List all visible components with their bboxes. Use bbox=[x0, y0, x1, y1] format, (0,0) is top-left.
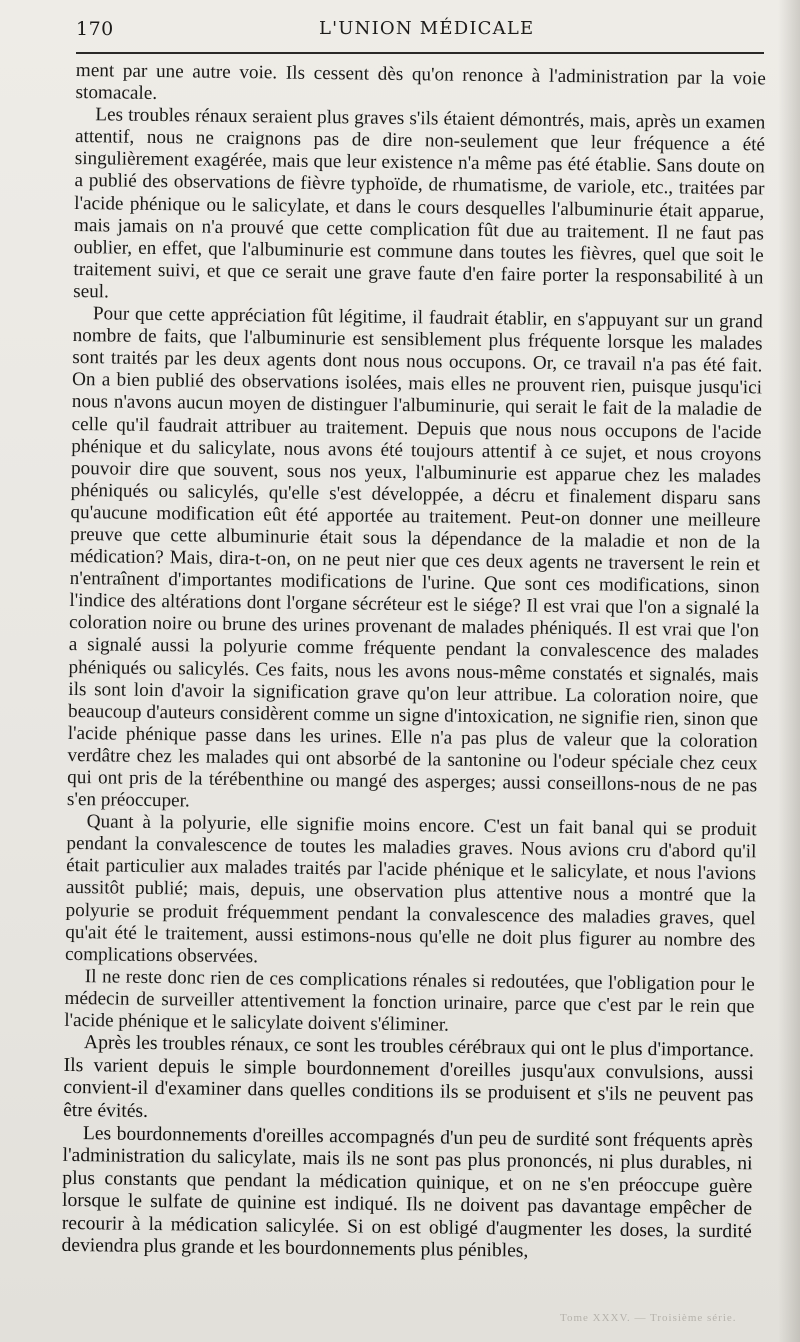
paragraph: Pour que cette appréciation fût légitime, il faudrait établir, en s'appuyant sur un grand nombre de faits, que l'albuminurie est sensiblement plus fréquente lorsque les malades sont traités par les deux agents dont nous nous occupons. Or, ce travail n'a pas été fait. On a bien publié des observations isolées, mais elles ne prouvent rien, puisque jusqu'ici nous n'avons aucun moyen de distinguer l'albuminurie, qui serait le fait de la maladie de celle qu'il faudrait attribuer au traitement. Depuis que nous nous occupons de l'acide phénique et du salicylate, nous avons été toujours attentif à ce sujet, et nous croyons pouvoir dire que souvent, sous nos yeux, l'albuminurie est apparue chez les malades phéniqués ou salicylés, qu'elle s'est développée, a décru et finalement disparu sans qu'aucune modification eût été apportée au traitement. Peut-on donner une meilleure preuve que cette albuminurie était sous la dépendance de la maladie et non de la médication? Mais, dira-t-on, on ne peut nier que ces deux agents ne traversent le rein et n'entraînent d'importantes modifications de l'urine. Que sont ces modifications, sinon l'indice des altérations dont l'organe sécréteur est le siége? Il est vrai que l'on a signalé la coloration noire ou brune des urines provenant de malades phéniqués. Il est vrai que l'on a signalé aussi la polyurie comme fréquente pendant la convalescence des malades phéniqués ou salicylés. Ces faits, nous les avons nous-même constatés et signalés, mais ils sont loin d'avoir la signification grave qu'on leur attribue. La coloration noire, que beaucoup d'auteurs considèrent comme un signe d'intoxication, ne signifie rien, sinon que l'acide phénique passe dans les urines. Elle n'a pas plus de valeur que la coloration verdâtre chez les malades qui ont absorbé de la santonine ou l'odeur spéciale chez ceux qui ont pris de la térébenthine ou mangé des asperges; aussi conseillons-nous de ne pas s'en préoccuper. bbox=[66, 303, 763, 812]
paragraph: Après les troubles rénaux, ce sont les troubles cérébraux qui ont le plus d'importance. Ils varient depuis le simple bourdonnement d'oreilles jusqu'aux convulsions, aussi convient-il d'examiner dans quelles conditions ils se produisent et s'ils ne peuvent pas être évités. bbox=[63, 1032, 755, 1122]
page-footer: Tome XXXV. — Troisième série. bbox=[560, 1312, 737, 1324]
header-rule bbox=[76, 52, 764, 54]
page-edge-shadow bbox=[778, 0, 800, 1342]
paragraph: Il ne reste donc rien de ces complications rénales si redoutées, que l'obligation pour le médecin de surveiller attentivement la fonction urinaire, parce que c'est par le rein que l'acide phénique et le salicylate doivent s'éliminer. bbox=[64, 966, 755, 1036]
paragraph: ment par une autre voie. Ils cessent dès qu'on renonce à l'administration par la voie stomacale. bbox=[75, 60, 766, 105]
running-head: L'UNION MÉDICALE bbox=[319, 18, 535, 39]
page-header bbox=[76, 18, 766, 44]
page-number: 170 bbox=[76, 18, 114, 40]
article-body bbox=[61, 60, 766, 1266]
paragraph: Les troubles rénaux seraient plus graves s'ils étaient démontrés, mais, après un examen attentif, nous ne craignons pas de dire non-seulement que leur fréquence a été singulièrement exagérée, mais que leur existence n'a même pas été établie. Sans doute on a publié des observations de fièvre typhoïde, de rhumatisme, de variole, etc., traitées par l'acide phénique ou le salicylate, et dans le cours desquelles l'albuminurie était apparue, mais jamais on n'a prouvé que cette complication fût due au traitement. Il ne faut pas oublier, en effet, que l'albuminurie est commune dans toutes les fièvres, quel que soit le traitement suivi, et que ce serait une grave faute d'en faire porter la responsabilité à un seul. bbox=[73, 104, 766, 303]
paragraph: Les bourdonnements d'oreilles accompagnés d'un peu de surdité sont fréquents après l'administration du salicylate, mais ils ne sont pas plus prononcés, ni plus durables, ni plus constants que pendant la médication quinique, et on ne s'en préoccupe guère lorsque le sulfate de quinine est indiqué. Ils ne doivent pas davantage empêcher de recourir à la médication salicylée. Si on est obligé d'augmenter les doses, la surdité deviendra plus grande et les bourdonnements plus pénibles, bbox=[61, 1122, 753, 1263]
paragraph: Quant à la polyurie, elle signifie moins encore. C'est un fait banal qui se produit pendant la convalescence de toutes les maladies graves. Nous avions cru d'abord qu'il était particulier aux malades traités par l'acide phénique et le salicylate, et nous l'avions aussitôt publié; mais, depuis, une observation plus attentive nous a montré que la polyurie se produit fréquemment pendant la convalescence des maladies graves, quel qu'ait été le traitement, aussi estimons-nous qu'elle ne doit plus figurer au nombre des complications observées. bbox=[64, 811, 757, 968]
